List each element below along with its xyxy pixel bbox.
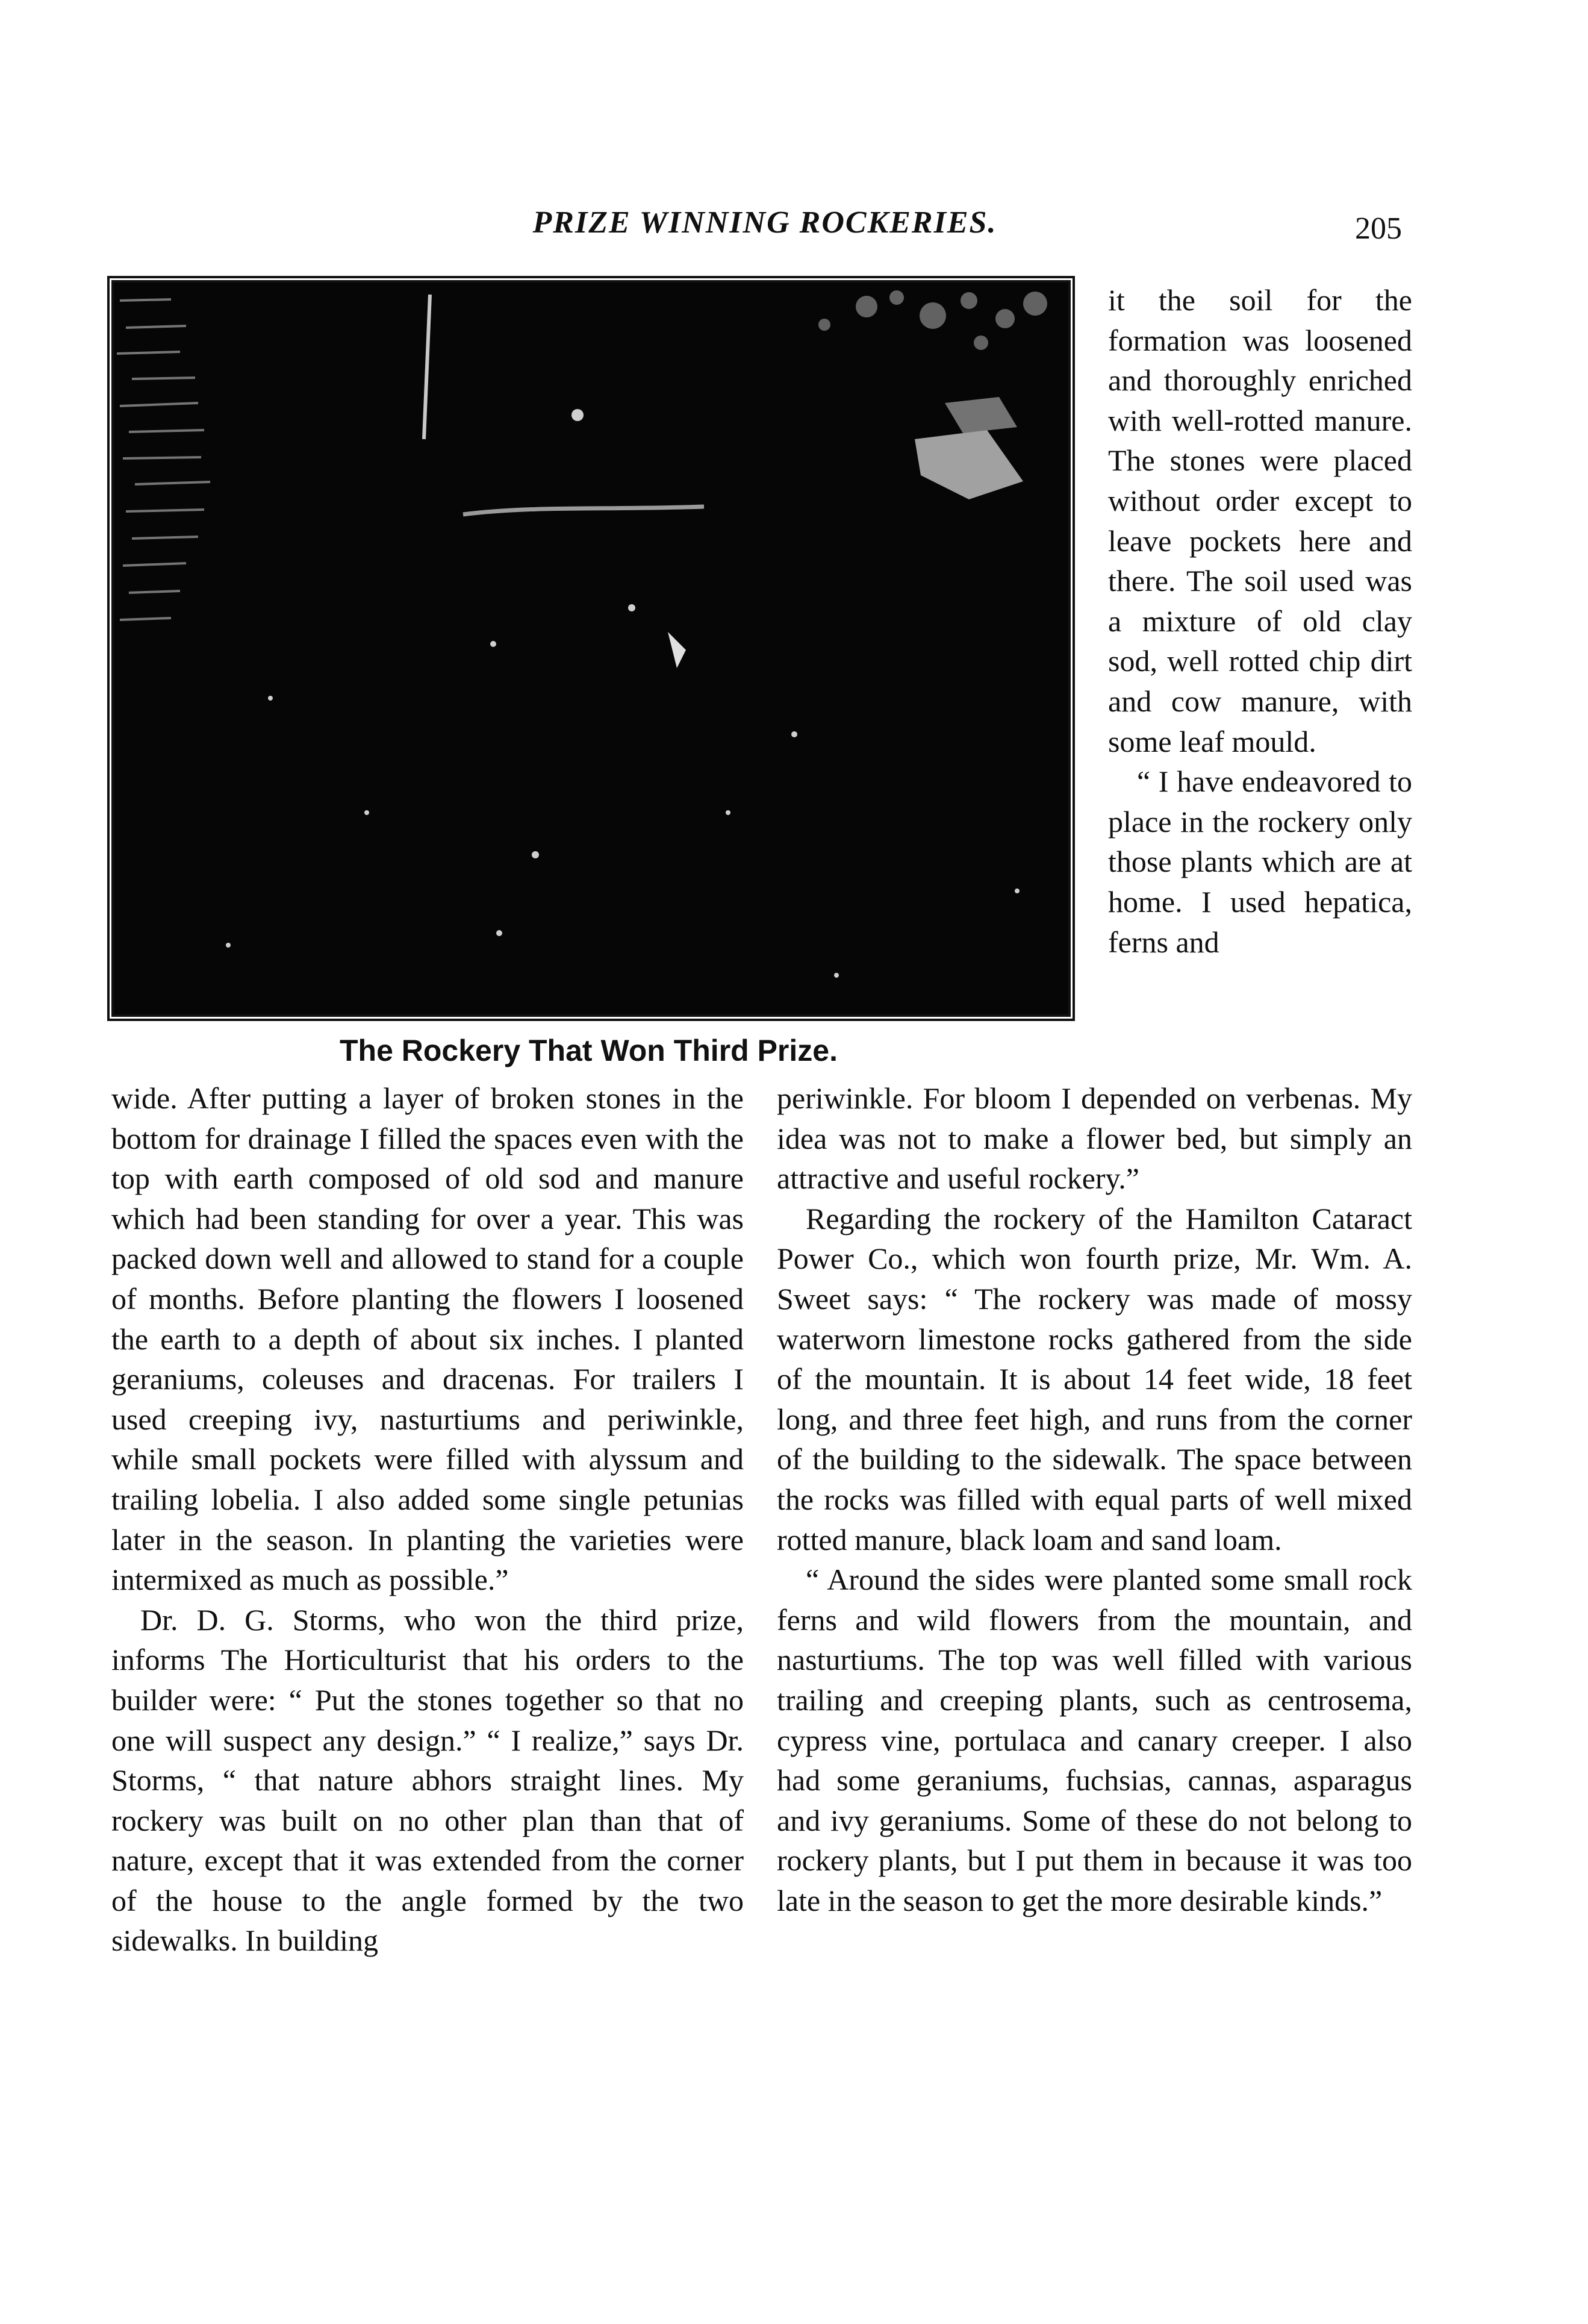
paragraph: “ I have endeavored to place in the rockery only those plants which are at home. I used hepatica, ferns and bbox=[1108, 764, 1412, 959]
paragraph: Regarding the rockery of the Hamilton Cataract Power Co., which won fourth prize, Mr. Wm. A. Sweet says: “ The rockery was made of mossy waterworn limestone rocks gathered from the side of the mountain. It is about 14 feet wide, 18 feet long, and three feet high, and runs from the corner of the building to the sidewalk. The space between the rocks was filled with equal parts of well mixed rotted manure, black loam and sand loam. bbox=[777, 1201, 1412, 1557]
paragraph: wide. After putting a layer of broken stones in the bottom for drainage I filled the spaces even with the top with earth composed of old sod and manure which had been standing for over a year. This was packed down well and allowed to stand for a couple of months. Before planting the flowers I loosened the earth to a depth of about six inches. I planted geraniums, coleuses and dracenas. For trailers I used creeping ivy, nasturtiums and periwinkle, while small pockets were filled with alyssum and trailing lobelia. I also added some single petunias later in the season. In planting the varieties were intermixed as much as possible.” bbox=[111, 1081, 744, 1597]
right-column-bottom bbox=[777, 1078, 1412, 1920]
figure-caption: The Rockery That Won Third Prize. bbox=[340, 1034, 838, 1067]
paragraph: Dr. D. G. Storms, who won the third prize, informs The Horticulturist that his orders to the builder were: “ Put the stones together so that no one will suspect any design.” “ I realize,” says Dr. Storms, “ that nature abhors straight lines. My rockery was built on no other plan than that of nature, except that it was extended from the corner of the house to the angle formed by the two sidewalks. In building bbox=[111, 1602, 744, 1958]
paragraph: it the soil for the formation was loosened and thoroughly enriched with well-rotted manure. The stones were placed without order except to leave pockets here and there. The soil used was a mixture of old clay sod, well rotted chip dirt and cow manure, with some leaf mould. bbox=[1108, 283, 1412, 758]
paragraph: periwinkle. For bloom I depended on verbenas. My idea was not to make a flower bed, but simply an attractive and useful rockery.” bbox=[777, 1081, 1412, 1196]
left-column bbox=[111, 1078, 744, 1961]
paragraph: “ Around the sides were planted some small rock ferns and wild flowers from the mountain, and nasturtiums. The top was well filled with various trailing and creeping plants, such as centrosema, cypress vine, portulaca and canary creeper. I also had some geraniums, fuchsias, cannas, asparagus and ivy geraniums. Some of these do not belong to rockery plants, but I put them in because it was too late in the season to get the more desirable kinds.” bbox=[777, 1563, 1412, 1917]
rockery-photograph bbox=[111, 280, 1071, 1017]
page-number: 205 bbox=[1355, 211, 1402, 246]
running-title: PRIZE WINNING ROCKERIES. bbox=[532, 205, 997, 240]
right-column-top bbox=[1108, 280, 1412, 962]
